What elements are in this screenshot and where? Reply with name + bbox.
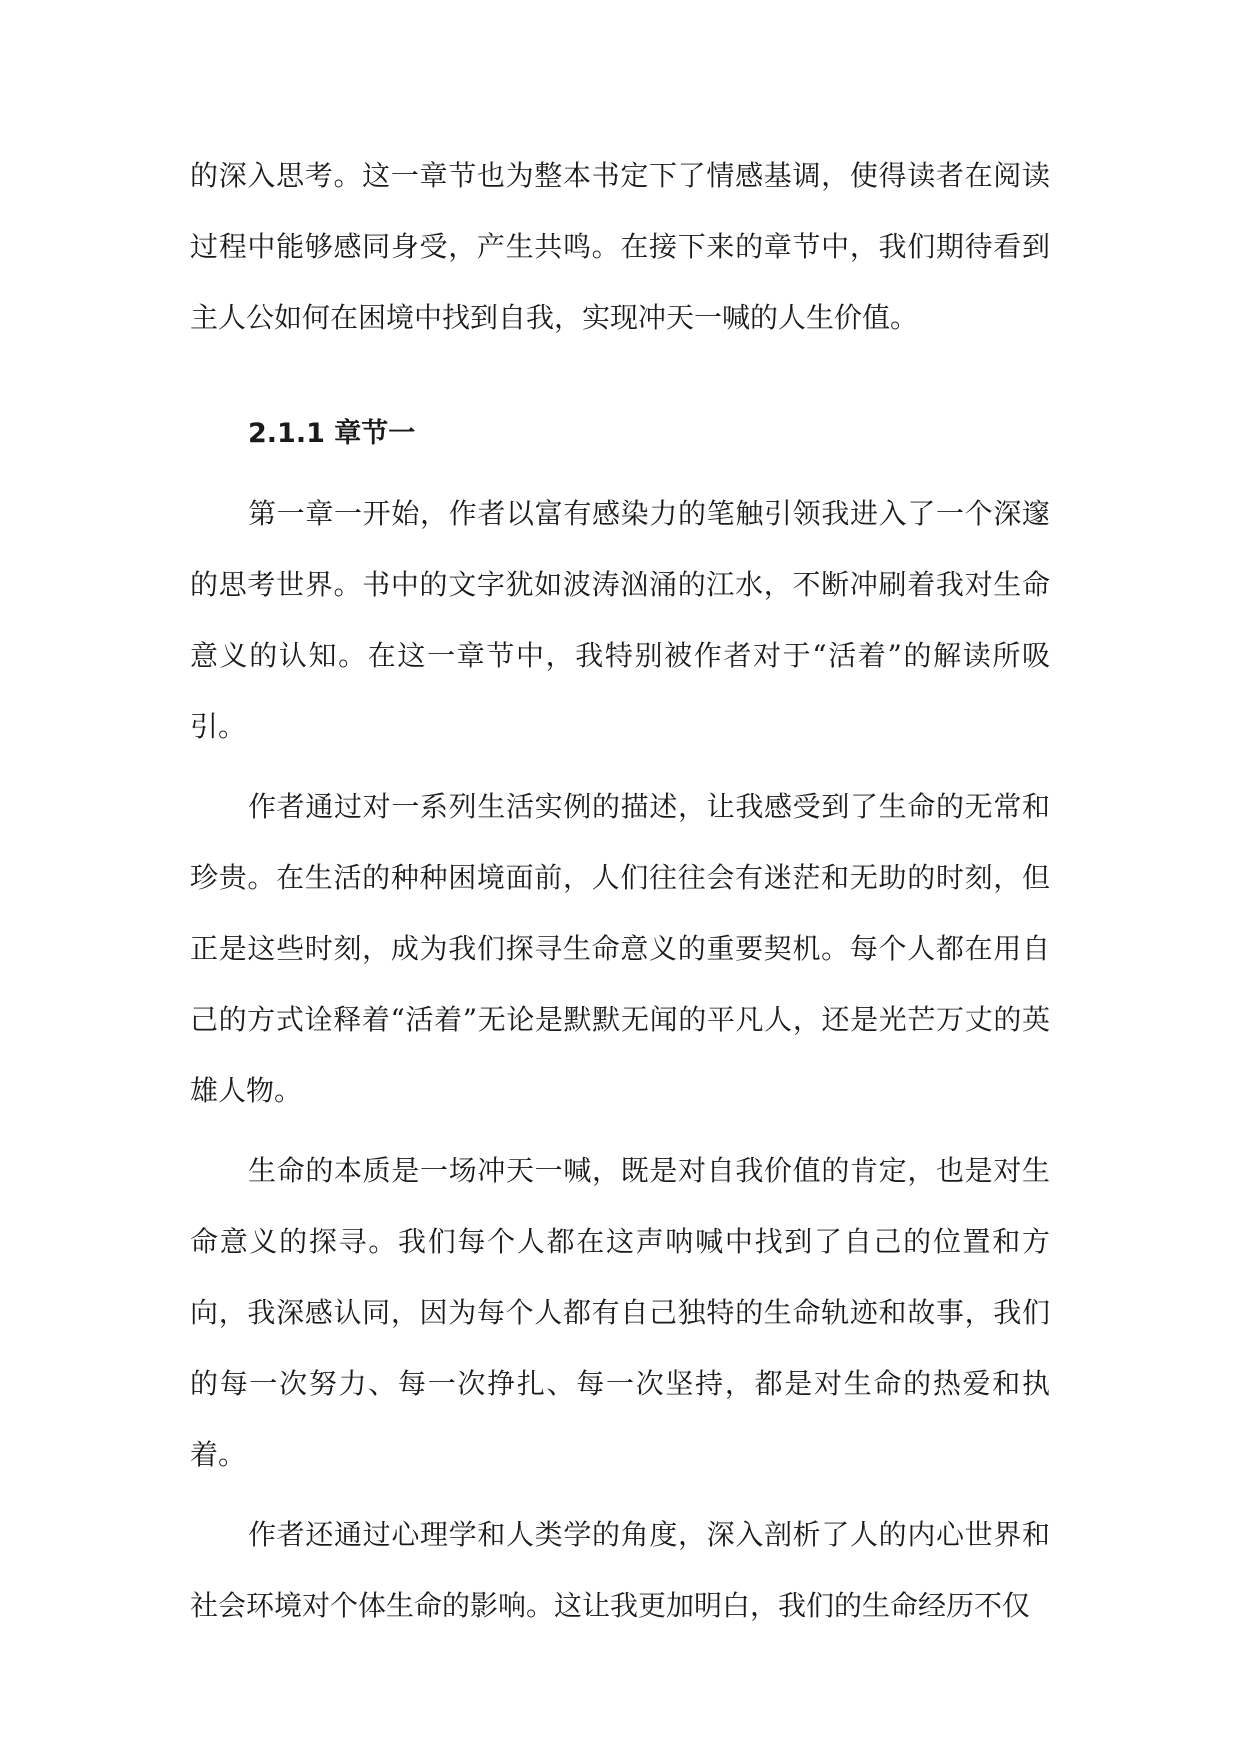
paragraph-continued: 的深入思考。这一章节也为整本书定下了情感基调，使得读者在阅读过程中能够感同身受，产生共鸣。在接下来的章节中，我们期待看到主人公如何在困境中找到自我，实现冲天一喊的人生价值。 — [190, 159, 1050, 334]
section-heading: 2.1.1 章节一 — [248, 418, 416, 449]
paragraph: 作者通过对一系列生活实例的描述，让我感受到了生命的无常和珍贵。在生活的种种困境面前，人们往往会有迷茫和无助的时刻，但正是这些时刻，成为我们探寻生命意义的重要契机。每个人都在用自己的方式诠释着“活着”无论是默默无闻的平凡人，还是光芒万丈的英雄人物。 — [190, 790, 1050, 1107]
paragraph: 第一章一开始，作者以富有感染力的笔触引领我进入了一个深邃的思考世界。书中的文字犹如波涛汹涌的江水，不断冲刷着我对生命意义的认知。在这一章节中，我特别被作者对于“活着”的解读所吸引。 — [190, 497, 1050, 743]
document-body — [190, 140, 1050, 1641]
paragraph: 作者还通过心理学和人类学的角度，深入剖析了人的内心世界和社会环境对个体生命的影响。这让我更加明白，我们的生命经历不仅 — [190, 1518, 1050, 1622]
paragraph: 生命的本质是一场冲天一喊，既是对自我价值的肯定，也是对生命意义的探寻。我们每个人都在这声呐喊中找到了自己的位置和方向，我深感认同，因为每个人都有自己独特的生命轨迹和故事，我们的每一次努力、每一次挣扎、每一次坚持，都是对生命的热爱和执着。 — [190, 1154, 1050, 1471]
